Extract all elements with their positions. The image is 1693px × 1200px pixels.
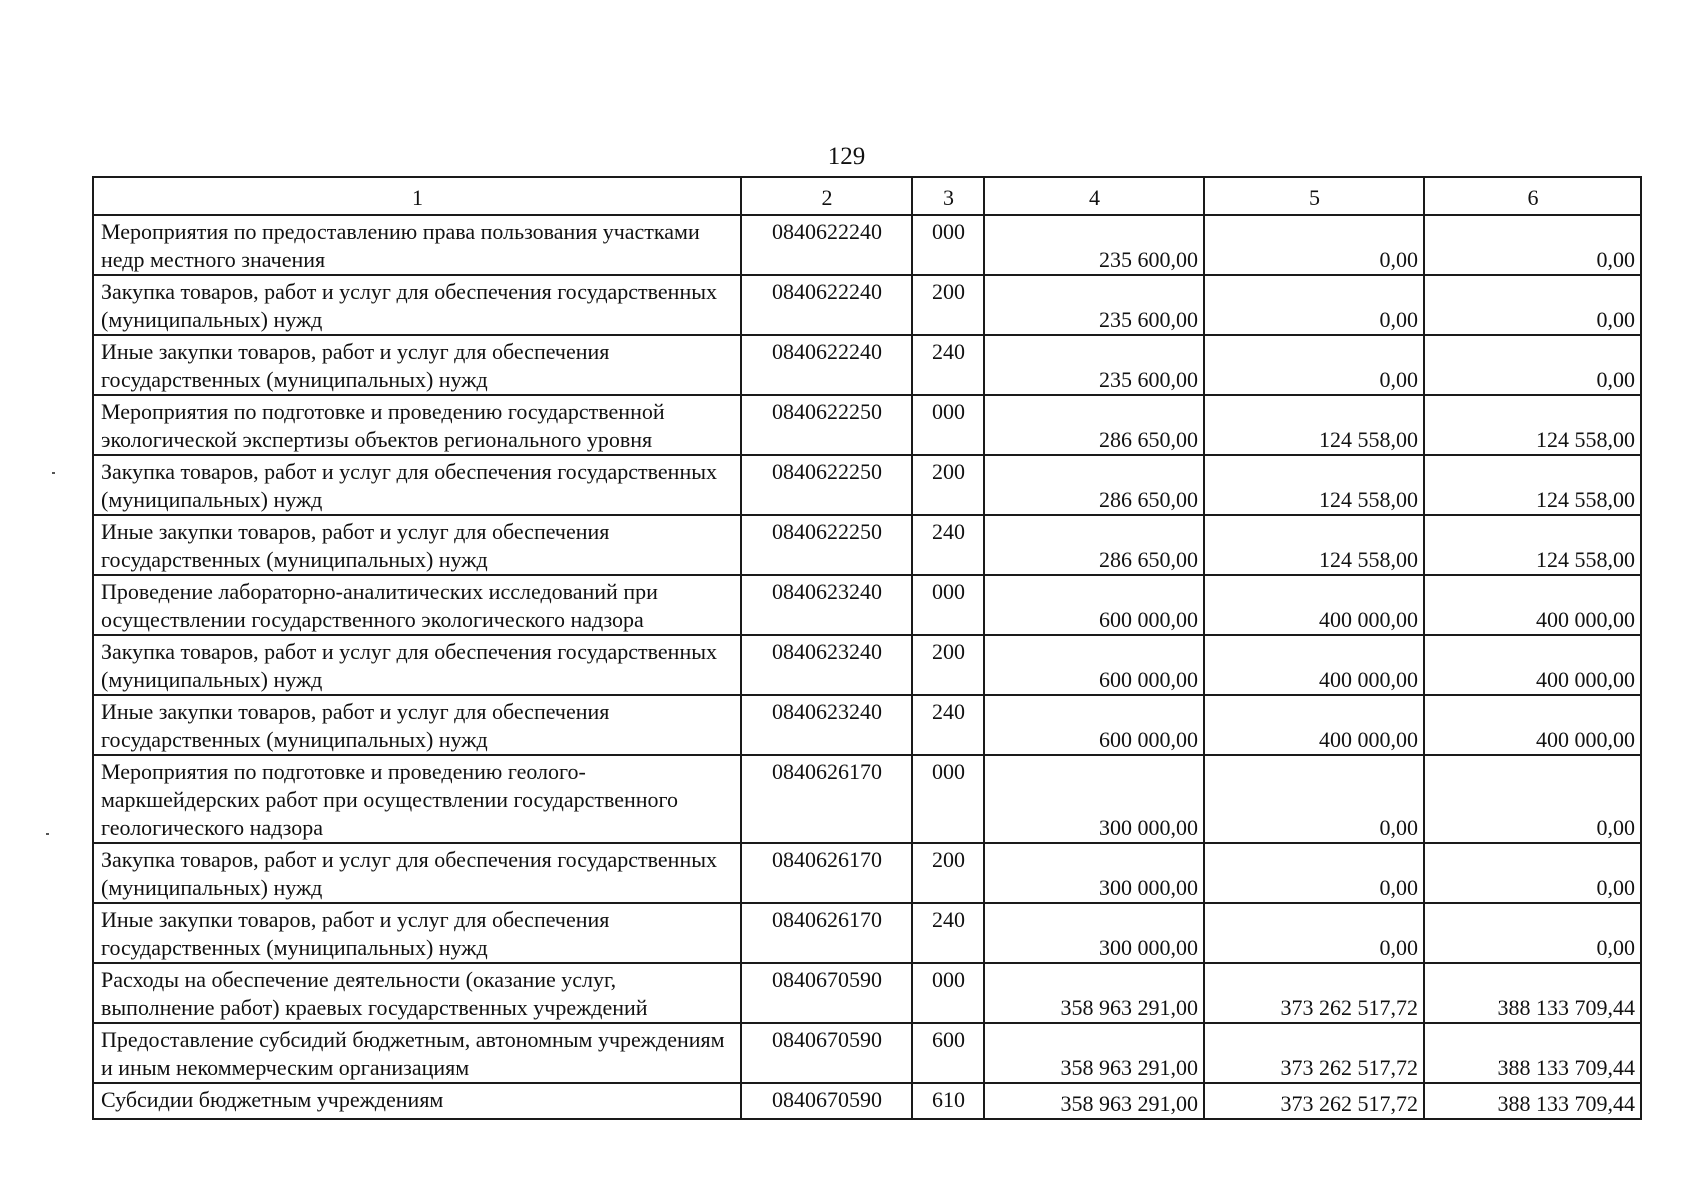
table-row: [93, 755, 1641, 843]
amount-col6-cell: 388 133 709,44: [1424, 1023, 1641, 1083]
table-row: [93, 695, 1641, 755]
target-code-cell: 0840622250: [741, 455, 912, 515]
table-row: [93, 635, 1641, 695]
amount-col5-cell: 124 558,00: [1204, 455, 1424, 515]
amount-col5-cell: 124 558,00: [1204, 395, 1424, 455]
amount-col5-cell: 0,00: [1204, 903, 1424, 963]
table-row: [93, 963, 1641, 1023]
amount-col6-cell: 0,00: [1424, 843, 1641, 903]
amount-col5-cell: 373 262 517,72: [1204, 1083, 1424, 1119]
expense-name-cell: Мероприятия по подготовке и проведению государственной экологической экспертизы объектов регионального уровня: [93, 395, 741, 455]
expense-name-cell: Мероприятия по предоставлению права пользования участками недр местного значения: [93, 215, 741, 275]
table-row: [93, 395, 1641, 455]
scan-speck: [52, 472, 55, 474]
amount-col4-cell: 358 963 291,00: [984, 1023, 1204, 1083]
column-header: 4: [984, 177, 1204, 215]
amount-col6-cell: 400 000,00: [1424, 635, 1641, 695]
table-row: [93, 515, 1641, 575]
column-header: 1: [93, 177, 741, 215]
amount-col6-cell: 124 558,00: [1424, 455, 1641, 515]
expense-type-cell: 000: [912, 215, 984, 275]
amount-col5-cell: 373 262 517,72: [1204, 1023, 1424, 1083]
table-row: [93, 843, 1641, 903]
amount-col4-cell: 235 600,00: [984, 215, 1204, 275]
expense-name-cell: Предоставление субсидий бюджетным, автономным учреждениям и иным некоммерческим организациям: [93, 1023, 741, 1083]
expense-name-cell: Иные закупки товаров, работ и услуг для обеспечения государственных (муниципальных) нужд: [93, 515, 741, 575]
table-row: [93, 575, 1641, 635]
table-row: [93, 1023, 1641, 1083]
expense-type-cell: 000: [912, 395, 984, 455]
column-header: 2: [741, 177, 912, 215]
expense-type-cell: 000: [912, 755, 984, 843]
expense-name-cell: Закупка товаров, работ и услуг для обеспечения государственных (муниципальных) нужд: [93, 455, 741, 515]
expense-name-cell: Закупка товаров, работ и услуг для обеспечения государственных (муниципальных) нужд: [93, 275, 741, 335]
table-row: [93, 275, 1641, 335]
target-code-cell: 0840622240: [741, 335, 912, 395]
expense-name-cell: Иные закупки товаров, работ и услуг для обеспечения государственных (муниципальных) нужд: [93, 903, 741, 963]
target-code-cell: 0840670590: [741, 963, 912, 1023]
table-body: [93, 177, 1641, 1119]
target-code-cell: 0840622250: [741, 395, 912, 455]
amount-col4-cell: 600 000,00: [984, 635, 1204, 695]
amount-col5-cell: 0,00: [1204, 275, 1424, 335]
table-row: [93, 455, 1641, 515]
target-code-cell: 0840622240: [741, 275, 912, 335]
expense-type-cell: 240: [912, 335, 984, 395]
expense-type-cell: 600: [912, 1023, 984, 1083]
amount-col4-cell: 600 000,00: [984, 575, 1204, 635]
amount-col6-cell: 388 133 709,44: [1424, 1083, 1641, 1119]
table-row: [93, 335, 1641, 395]
expense-name-cell: Закупка товаров, работ и услуг для обеспечения государственных (муниципальных) нужд: [93, 843, 741, 903]
amount-col4-cell: 600 000,00: [984, 695, 1204, 755]
amount-col4-cell: 358 963 291,00: [984, 1083, 1204, 1119]
expense-type-cell: 200: [912, 635, 984, 695]
amount-col6-cell: 388 133 709,44: [1424, 963, 1641, 1023]
amount-col5-cell: 0,00: [1204, 755, 1424, 843]
expense-name-cell: Расходы на обеспечение деятельности (оказание услуг, выполнение работ) краевых государственных учреждений: [93, 963, 741, 1023]
amount-col4-cell: 286 650,00: [984, 455, 1204, 515]
expense-type-cell: 240: [912, 695, 984, 755]
target-code-cell: 0840623240: [741, 575, 912, 635]
target-code-cell: 0840622240: [741, 215, 912, 275]
page-number: 129: [827, 143, 866, 170]
table-row: [93, 215, 1641, 275]
column-header: 3: [912, 177, 984, 215]
amount-col5-cell: 400 000,00: [1204, 575, 1424, 635]
budget-table: [92, 176, 1642, 1120]
expense-type-cell: 240: [912, 515, 984, 575]
scan-speck: [46, 833, 49, 835]
expense-type-cell: 200: [912, 455, 984, 515]
expense-type-cell: 200: [912, 275, 984, 335]
amount-col4-cell: 300 000,00: [984, 903, 1204, 963]
amount-col6-cell: 0,00: [1424, 275, 1641, 335]
column-header: 6: [1424, 177, 1641, 215]
expense-name-cell: Мероприятия по подготовке и проведению геолого-маркшейдерских работ при осуществлении государственного геологического надзора: [93, 755, 741, 843]
amount-col4-cell: 300 000,00: [984, 843, 1204, 903]
expense-type-cell: 240: [912, 903, 984, 963]
expense-type-cell: 000: [912, 575, 984, 635]
column-header-row: [93, 177, 1641, 215]
expense-type-cell: 200: [912, 843, 984, 903]
target-code-cell: 0840670590: [741, 1023, 912, 1083]
amount-col6-cell: 124 558,00: [1424, 395, 1641, 455]
amount-col5-cell: 400 000,00: [1204, 695, 1424, 755]
amount-col4-cell: 358 963 291,00: [984, 963, 1204, 1023]
amount-col4-cell: 286 650,00: [984, 395, 1204, 455]
amount-col6-cell: 0,00: [1424, 335, 1641, 395]
amount-col5-cell: 400 000,00: [1204, 635, 1424, 695]
expense-type-cell: 000: [912, 963, 984, 1023]
amount-col5-cell: 0,00: [1204, 843, 1424, 903]
amount-col6-cell: 400 000,00: [1424, 575, 1641, 635]
target-code-cell: 0840626170: [741, 843, 912, 903]
expense-name-cell: Проведение лабораторно-аналитических исследований при осуществлении государственного экологического надзора: [93, 575, 741, 635]
target-code-cell: 0840626170: [741, 755, 912, 843]
amount-col4-cell: 286 650,00: [984, 515, 1204, 575]
column-header: 5: [1204, 177, 1424, 215]
amount-col4-cell: 300 000,00: [984, 755, 1204, 843]
target-code-cell: 0840623240: [741, 695, 912, 755]
amount-col6-cell: 0,00: [1424, 215, 1641, 275]
amount-col6-cell: 124 558,00: [1424, 515, 1641, 575]
amount-col6-cell: 400 000,00: [1424, 695, 1641, 755]
table-row: [93, 903, 1641, 963]
target-code-cell: 0840622250: [741, 515, 912, 575]
target-code-cell: 0840623240: [741, 635, 912, 695]
expense-name-cell: Субсидии бюджетным учреждениям: [93, 1083, 741, 1119]
amount-col5-cell: 124 558,00: [1204, 515, 1424, 575]
amount-col5-cell: 373 262 517,72: [1204, 963, 1424, 1023]
expense-name-cell: Иные закупки товаров, работ и услуг для обеспечения государственных (муниципальных) нужд: [93, 335, 741, 395]
amount-col4-cell: 235 600,00: [984, 335, 1204, 395]
expense-type-cell: 610: [912, 1083, 984, 1119]
target-code-cell: 0840670590: [741, 1083, 912, 1119]
table-row: [93, 1083, 1641, 1119]
amount-col5-cell: 0,00: [1204, 335, 1424, 395]
expense-name-cell: Закупка товаров, работ и услуг для обеспечения государственных (муниципальных) нужд: [93, 635, 741, 695]
amount-col5-cell: 0,00: [1204, 215, 1424, 275]
amount-col6-cell: 0,00: [1424, 903, 1641, 963]
target-code-cell: 0840626170: [741, 903, 912, 963]
amount-col6-cell: 0,00: [1424, 755, 1641, 843]
expense-name-cell: Иные закупки товаров, работ и услуг для обеспечения государственных (муниципальных) нужд: [93, 695, 741, 755]
amount-col4-cell: 235 600,00: [984, 275, 1204, 335]
